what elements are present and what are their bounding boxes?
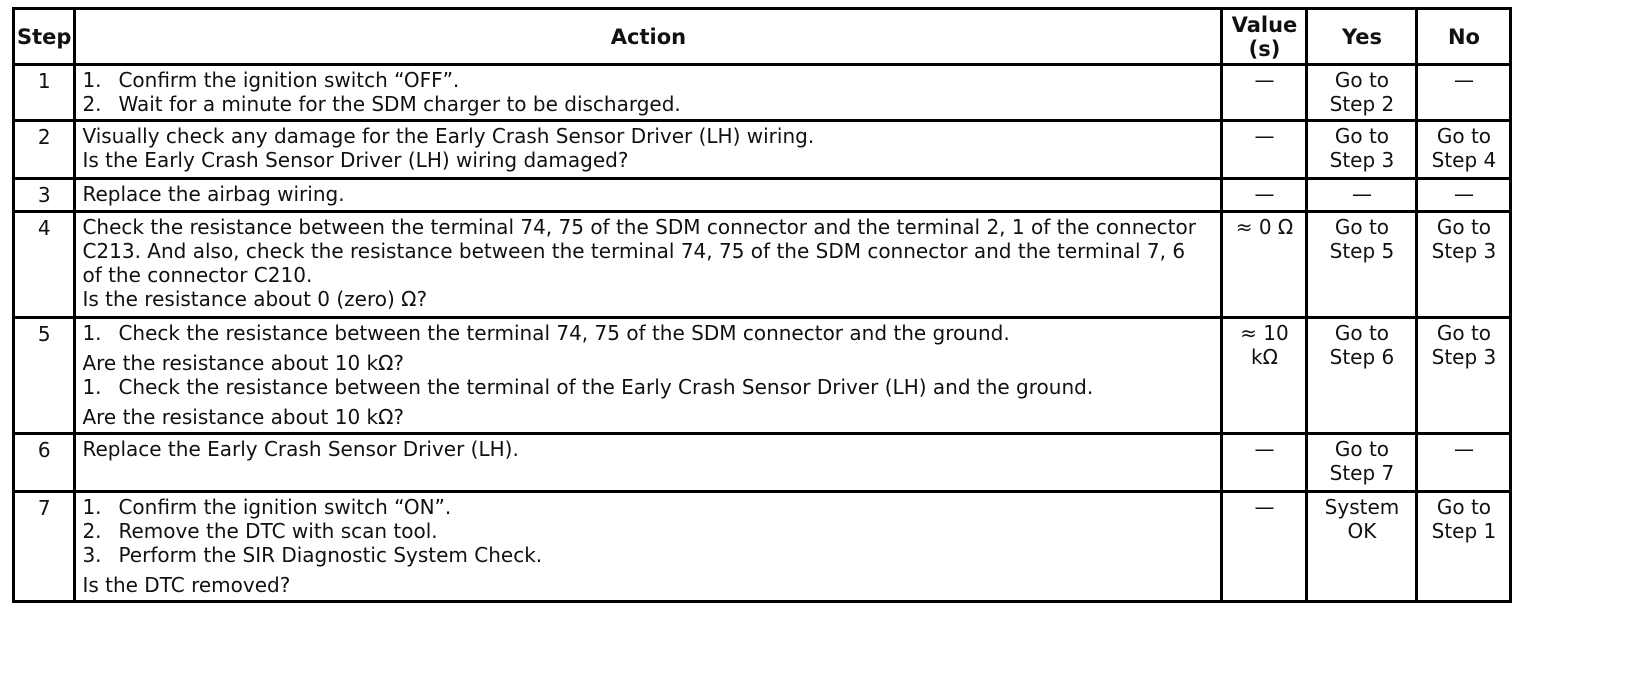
- action-line: Replace the Early Crash Sensor Driver (LH).: [82, 437, 519, 461]
- action-line: Are the resistance about 10 kΩ?: [82, 351, 405, 375]
- action-cell: [75, 212, 1222, 318]
- no-cell: Go to Step 1: [1417, 492, 1511, 602]
- yes-cell: System OK: [1307, 492, 1417, 602]
- value-cell: —: [1222, 179, 1307, 212]
- table-row: [14, 121, 1511, 179]
- action-line: Is the DTC removed?: [82, 573, 291, 597]
- action-cell: [75, 65, 1222, 121]
- step-number: 3: [14, 179, 75, 212]
- table-row: [14, 492, 1511, 602]
- step-number: 7: [14, 492, 75, 602]
- action-line: 1. Confirm the ignition switch “OFF”.: [82, 68, 460, 92]
- action-cell: [75, 318, 1222, 434]
- action-cell: [75, 179, 1222, 212]
- header-step: Step: [14, 9, 75, 65]
- diagnostic-table: [12, 7, 1512, 603]
- no-cell: Go to Step 4: [1417, 121, 1511, 179]
- table-row: [14, 179, 1511, 212]
- action-cell: [75, 434, 1222, 492]
- value-cell: ≈ 0 Ω: [1222, 212, 1307, 318]
- action-line: 1. Check the resistance between the terminal 74, 75 of the SDM connector and the ground.: [82, 321, 1010, 345]
- action-line: C213. And also, check the resistance between the terminal 74, 75 of the SDM connector and the terminal 7, 6: [82, 239, 1186, 263]
- step-number: 2: [14, 121, 75, 179]
- header-no: No: [1417, 9, 1511, 65]
- action-line: Is the resistance about 0 (zero) Ω?: [82, 287, 428, 311]
- header-value-line1: Value: [1231, 12, 1298, 37]
- header-value: [1222, 9, 1307, 65]
- yes-cell: Go to Step 7: [1307, 434, 1417, 492]
- action-line: Visually check any damage for the Early Crash Sensor Driver (LH) wiring.: [82, 124, 815, 148]
- table-header-row: [14, 9, 1511, 65]
- yes-cell: Go to Step 2: [1307, 65, 1417, 121]
- no-cell: Go to Step 3: [1417, 212, 1511, 318]
- action-line: Check the resistance between the terminal 74, 75 of the SDM connector and the terminal 2, 1 of the connector: [82, 215, 1196, 239]
- step-number: 6: [14, 434, 75, 492]
- action-line: Replace the airbag wiring.: [82, 182, 345, 206]
- action-line: of the connector C210.: [82, 263, 313, 287]
- no-cell: —: [1417, 179, 1511, 212]
- no-cell: —: [1417, 65, 1511, 121]
- table-row: [14, 434, 1511, 492]
- action-line: Are the resistance about 10 kΩ?: [82, 405, 405, 429]
- yes-cell: Go to Step 3: [1307, 121, 1417, 179]
- no-cell: Go to Step 3: [1417, 318, 1511, 434]
- action-line: Is the Early Crash Sensor Driver (LH) wiring damaged?: [82, 148, 629, 172]
- yes-cell: Go to Step 6: [1307, 318, 1417, 434]
- action-line: 2. Wait for a minute for the SDM charger to be discharged.: [82, 92, 681, 116]
- header-yes: Yes: [1307, 9, 1417, 65]
- header-action: Action: [75, 9, 1222, 65]
- value-cell: —: [1222, 492, 1307, 602]
- value-cell: —: [1222, 434, 1307, 492]
- action-line: 2. Remove the DTC with scan tool.: [82, 519, 438, 543]
- table-row: [14, 318, 1511, 434]
- action-cell: [75, 121, 1222, 179]
- header-value-line2: (s): [1248, 36, 1281, 61]
- no-cell: —: [1417, 434, 1511, 492]
- action-line: 1. Check the resistance between the terminal of the Early Crash Sensor Driver (LH) and the ground.: [82, 375, 1094, 399]
- yes-cell: Go to Step 5: [1307, 212, 1417, 318]
- step-number: 5: [14, 318, 75, 434]
- value-cell: ≈ 10 kΩ: [1222, 318, 1307, 434]
- value-cell: —: [1222, 65, 1307, 121]
- step-number: 4: [14, 212, 75, 318]
- action-line: 3. Perform the SIR Diagnostic System Check.: [82, 543, 543, 567]
- table-row: [14, 212, 1511, 318]
- yes-cell: —: [1307, 179, 1417, 212]
- value-cell: —: [1222, 121, 1307, 179]
- step-number: 1: [14, 65, 75, 121]
- action-cell: [75, 492, 1222, 602]
- table-row: [14, 65, 1511, 121]
- action-line: 1. Confirm the ignition switch “ON”.: [82, 495, 452, 519]
